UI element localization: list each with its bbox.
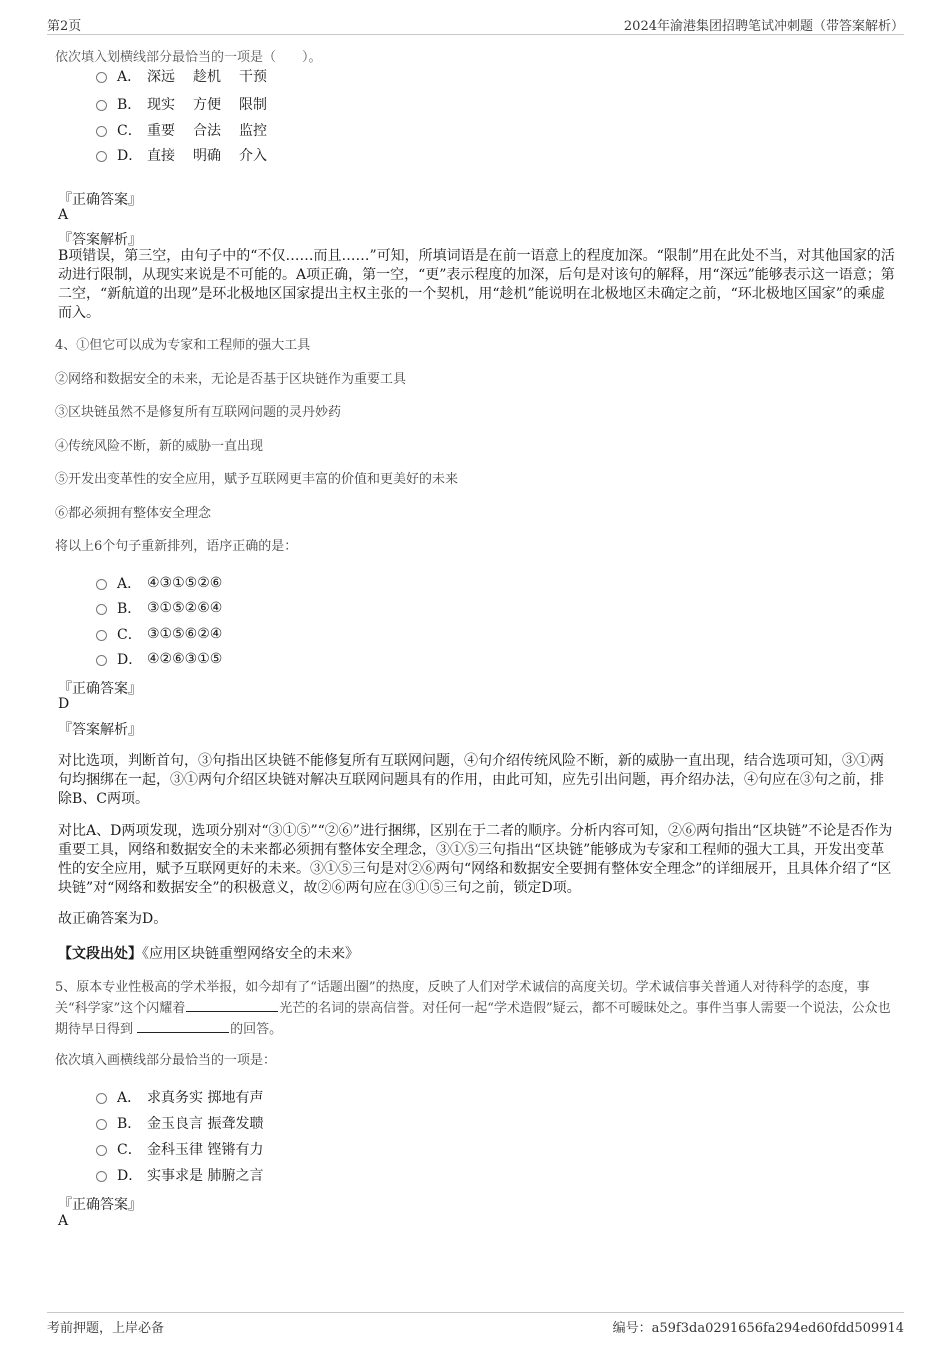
radio-icon[interactable] — [96, 1171, 107, 1182]
radio-icon[interactable] — [96, 100, 107, 111]
radio-icon[interactable] — [96, 72, 107, 83]
q4-option-c[interactable]: C． ③①⑤⑥②④ — [96, 623, 222, 645]
q3-answer-label: 『正确答案』 — [58, 192, 142, 208]
q3-option-c[interactable]: C． 重要 合法 监控 — [96, 119, 285, 141]
q4-analysis-p2: 对比A、D两项发现，选项分别对“③①⑤”“②⑥”进行捆绑，区别在于二者的顺序。分析内容可知，②⑥两句指出“区块链”不论是否作为重要工具，网络和数据安全的未来都必须拥有整体安全理念，③①⑤三句指出“区块链”能够成为专家和工程师的强大工具，开发出变革性的安全应用，赋予互联网更好的未来。③①⑤三句是对②⑥两句“网络和数据安全要拥有整体安全理念”的详细展开，且具体介绍了“区块链”对“网络和数据安全”的积极意义，故②⑥两句应在③①⑤三句之前，锁定D项。 — [58, 823, 893, 896]
q4-sentence-6: ⑥都必须拥有整体安全理念 — [55, 506, 212, 521]
q4-answer: D — [58, 696, 70, 712]
q4-option-a[interactable]: A． ④③①⑤②⑥ — [96, 572, 222, 594]
q4-option-d[interactable]: D． ④②⑥③①⑤ — [96, 648, 222, 670]
q4-sentence-2: ②网络和数据安全的未来，无论是否基于区块链作为重要工具 — [55, 372, 407, 387]
radio-icon[interactable] — [96, 1093, 107, 1104]
q3-option-d[interactable]: D． 直接 明确 介入 — [96, 144, 285, 166]
q4-prompt: 将以上6个句子重新排列，语序正确的是： — [55, 539, 298, 554]
q4-analysis-label: 『答案解析』 — [58, 722, 142, 738]
footer-slogan: 考前押题，上岸必备 — [47, 1321, 165, 1336]
radio-icon[interactable] — [96, 1119, 107, 1130]
document-code: 编号：a59f3da0291656fa294ed60fdd509914 — [612, 1321, 904, 1336]
radio-icon[interactable] — [96, 126, 107, 137]
q3-answer: A — [58, 207, 69, 223]
q3-option-b[interactable]: B． 现实 方便 限制 — [96, 93, 285, 115]
source-label: 【文段出处】 — [58, 946, 142, 962]
q4-sentence-4: ④传统风险不断，新的威胁一直出现 — [55, 439, 264, 454]
q4-analysis-p3: 故正确答案为D。 — [58, 911, 168, 927]
q4-sentence-3: ③区块链虽然不是修复所有互联网问题的灵丹妙药 — [55, 405, 342, 420]
blank-line — [186, 999, 278, 1012]
q3-prompt: 依次填入划横线部分最恰当的一项是（ ）。 — [55, 50, 322, 65]
radio-icon[interactable] — [96, 579, 107, 590]
q4-source — [58, 943, 359, 963]
radio-icon[interactable] — [96, 604, 107, 615]
q4-option-b[interactable]: B． ③①⑤②⑥④ — [96, 597, 222, 619]
q5-question: 5、原本专业性极高的学术举报，如今却有了“话题出圈”的热度，反映了人们对学术诚信的高度关切。学术诚信事关普通人对待科学的态度，事关“科学家”这个闪耀着 光芒的名词的崇高信誉。对任何一起“学术造假”疑云，都不可暧昧处之。事件当事人需要一个说法，公众也期待早日得到 的回答。 — [55, 980, 891, 1037]
page-header — [47, 12, 904, 35]
q4-sentence-1: 4、①但它可以成为专家和工程师的强大工具 — [55, 338, 311, 353]
q3-analysis-label: 『答案解析』 — [58, 232, 142, 248]
blank-line — [137, 1020, 229, 1033]
page-footer — [47, 1312, 904, 1337]
q5-answer-label: 『正确答案』 — [58, 1197, 142, 1213]
page-number: 第2页 — [47, 19, 82, 34]
radio-icon[interactable] — [96, 1145, 107, 1156]
q5-prompt: 依次填入画横线部分最恰当的一项是： — [55, 1053, 277, 1068]
radio-icon[interactable] — [96, 630, 107, 641]
q5-option-a[interactable]: A． 求真务实 掷地有声 — [96, 1086, 263, 1108]
q4-sentence-5: ⑤开发出变革性的安全应用，赋予互联网更丰富的价值和更美好的未来 — [55, 472, 459, 487]
q4-answer-label: 『正确答案』 — [58, 681, 142, 697]
q5-option-c[interactable]: C． 金科玉律 铿锵有力 — [96, 1138, 263, 1160]
q5-answer: A — [58, 1213, 69, 1229]
q4-analysis-p1: 对比选项，判断首句，③句指出区块链不能修复所有互联网问题，④句介绍传统风险不断，新的威胁一直出现，结合选项可知，③①两句均捆绑在一起，③①两句介绍区块链对解决互联网问题具有的作用，由此可知，应先引出问题，再介绍办法，④句应在③句之前，排除B、C两项。 — [58, 753, 884, 807]
radio-icon[interactable] — [96, 151, 107, 162]
q5-option-b[interactable]: B． 金玉良言 振聋发聩 — [96, 1112, 263, 1134]
document-title: 2024年渝港集团招聘笔试冲刺题（带答案解析） — [623, 19, 904, 34]
radio-icon[interactable] — [96, 655, 107, 666]
q3-analysis: B项错误，第三空，由句子中的“不仅……而且……”可知，所填词语是在前一语意上的程度加深。“限制”用在此处不当，对其他国家的活动进行限制，从现实来说是不可能的。A项正确，第一空，“更”表示程度的加深，后句是对该句的解释，用“深远”能够表示这一语意；第二空，“新航道的出现”是环北极地区国家提出主权主张的一个契机，用“趁机”能说明在北极地区未确定之前，“环北极地区国家”的乘虚而入。 — [58, 248, 895, 321]
q3-option-a[interactable]: A． 深远 趁机 干预 — [96, 65, 285, 87]
source-title: 《应用区块链重塑网络安全的未来》 — [142, 946, 359, 962]
q5-option-d[interactable]: D． 实事求是 肺腑之言 — [96, 1164, 263, 1186]
